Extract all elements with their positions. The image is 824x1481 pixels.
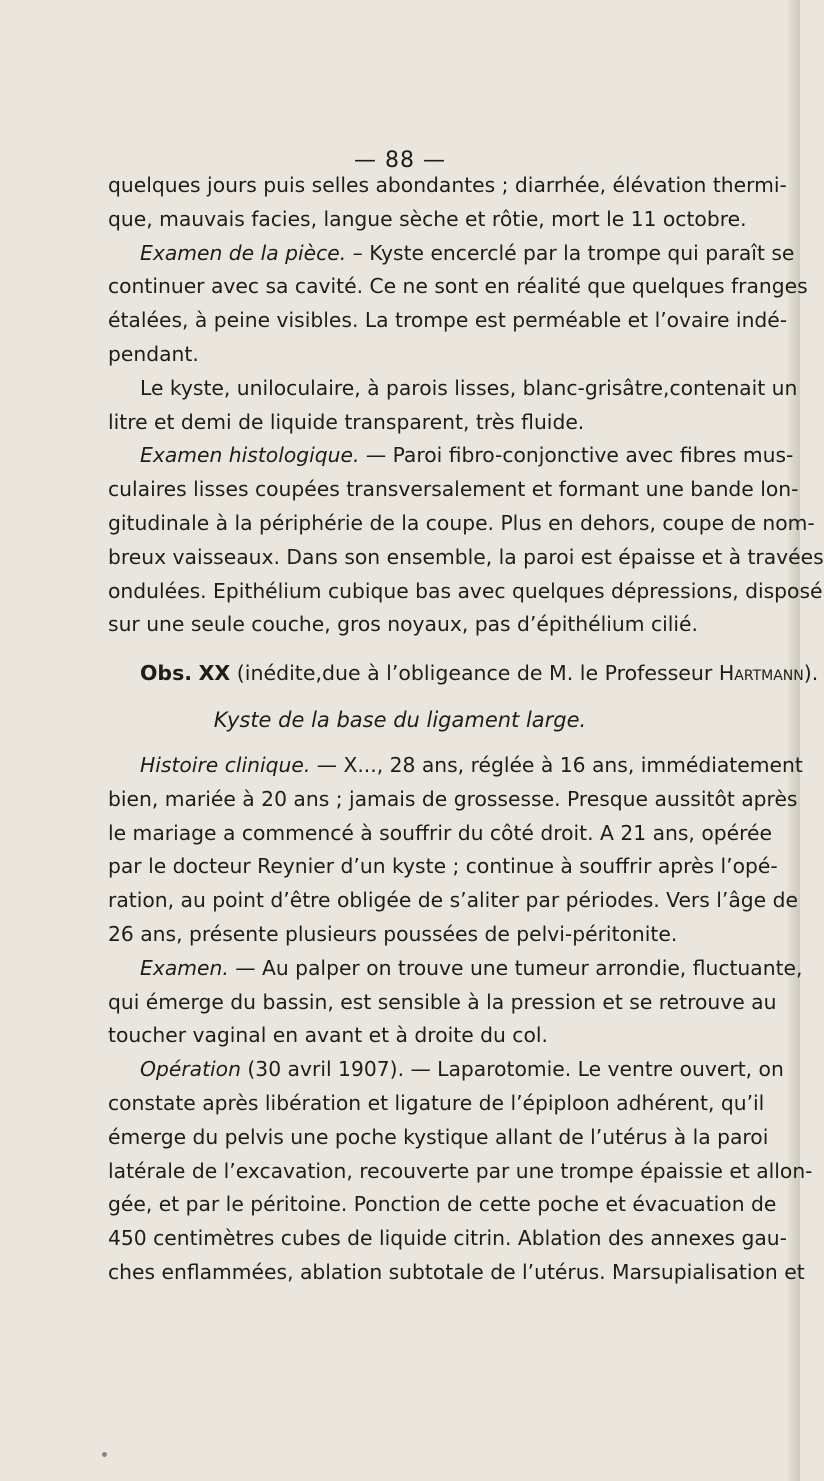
text-line: culaires lisses coupées transversalement et formant une bande lon- [108,477,799,502]
text-line: que, mauvais facies, langue sèche et rôtie, mort le 11 octobre. [108,206,747,231]
observation-close: ). [803,661,819,685]
text-line: émerge du pelvis une poche kystique allant de l’utérus à la paroi [108,1124,769,1149]
observation-subtitle: Kyste de la base du ligament large. [213,708,587,732]
text-line: qui émerge du bassin, est sensible à la pression et se retrouve au [108,989,777,1014]
text-line: constate après libération et ligature de l’épiploon adhérent, qu’il [108,1090,765,1115]
section-heading-label: Examen. [140,955,229,980]
text-line: ration, au point d’être obligée de s’aliter par périodes. Vers l’âge de [108,888,798,913]
text-line: étalées, à peine visibles. La trompe est perméable et l’ovaire indé- [108,308,788,333]
text-line: par le docteur Reynier d’un kyste ; continue à souffrir après l’opé- [108,854,778,879]
section-heading-examen: Examen. — Au palper on trouve une tumeur arrondie, fluctuante, [140,955,803,980]
section-heading-label: Histoire clinique. [140,753,311,777]
text-block-2 [108,749,813,1290]
page-number: — 88 — [354,148,446,173]
text-line: pendant. [108,341,199,366]
page-edge [786,0,800,1481]
text-line: latérale de l’excavation, recouverte par une trompe épaissie et allon- [108,1158,813,1183]
observation-source: (inédite,due à l’obligeance de M. le Professeur [236,661,713,685]
observation-label: Obs. [140,661,193,685]
section-heading-examen-piece: Examen de la pièce. – Kyste encerclé par la trompe qui paraît se [140,240,795,265]
text-line: le mariage a commencé à souffrir du côté droit. A 21 ans, opérée [108,820,772,845]
text-line: ches enflammées, ablation subtotale de l’utérus. Marsupialisation et [108,1259,805,1284]
text-line: gitudinale à la périphérie de la coupe. Plus en dehors, coupe de nom- [108,510,815,535]
text-line: breux vaisseaux. Dans son ensemble, la paroi est épaisse et à travées [108,544,824,569]
text-line: 450 centimètres cubes de liquide citrin. Ablation des annexes gau- [108,1226,787,1251]
section-heading-label: Examen de la pièce. [140,240,347,265]
text-line: bien, mariée à 20 ans ; jamais de grossesse. Presque aussitôt après [108,786,798,811]
section-heading-label: Examen histologique. [140,443,360,468]
text-line: 26 ans, présente plusieurs poussées de pelvi-péritonite. [108,921,678,946]
text-line: gée, et par le péritoine. Ponction de cette poche et évacuation de [108,1192,777,1217]
observation-heading [140,657,818,690]
text-line: sur une seule couche, gros noyaux, pas d’épithélium cilié. [108,612,698,637]
observation-number: XX [198,661,231,685]
text-line: litre et demi de liquide transparent, très fluide. [108,409,585,434]
section-heading-operation: Opération (30 avril 1907). — Laparotomie. Le ventre ouvert, on [140,1057,784,1082]
section-heading-examen-histologique: Examen histologique. — Paroi fibro-conjonctive avec fibres mus- [140,443,794,468]
observation-professor-name: Hartmann [718,661,804,685]
text-block-1 [108,169,824,642]
paper-speck [102,1452,107,1457]
text-line: toucher vaginal en avant et à droite du col. [108,1023,548,1048]
text-line: quelques jours puis selles abondantes ; diarrhée, élévation thermi- [108,173,787,197]
text-line: ondulées. Epithélium cubique bas avec quelques dépressions, disposé [108,578,823,603]
section-heading-label: Opération [140,1057,241,1082]
text-line: Le kyste, uniloculaire, à parois lisses, blanc-grisâtre,contenait un [140,375,798,400]
section-heading-histoire-clinique: Histoire clinique. — X..., 28 ans, réglée à 16 ans, immédiatement [140,753,803,777]
text-line: continuer avec sa cavité. Ce ne sont en réalité que quelques franges [108,274,808,299]
